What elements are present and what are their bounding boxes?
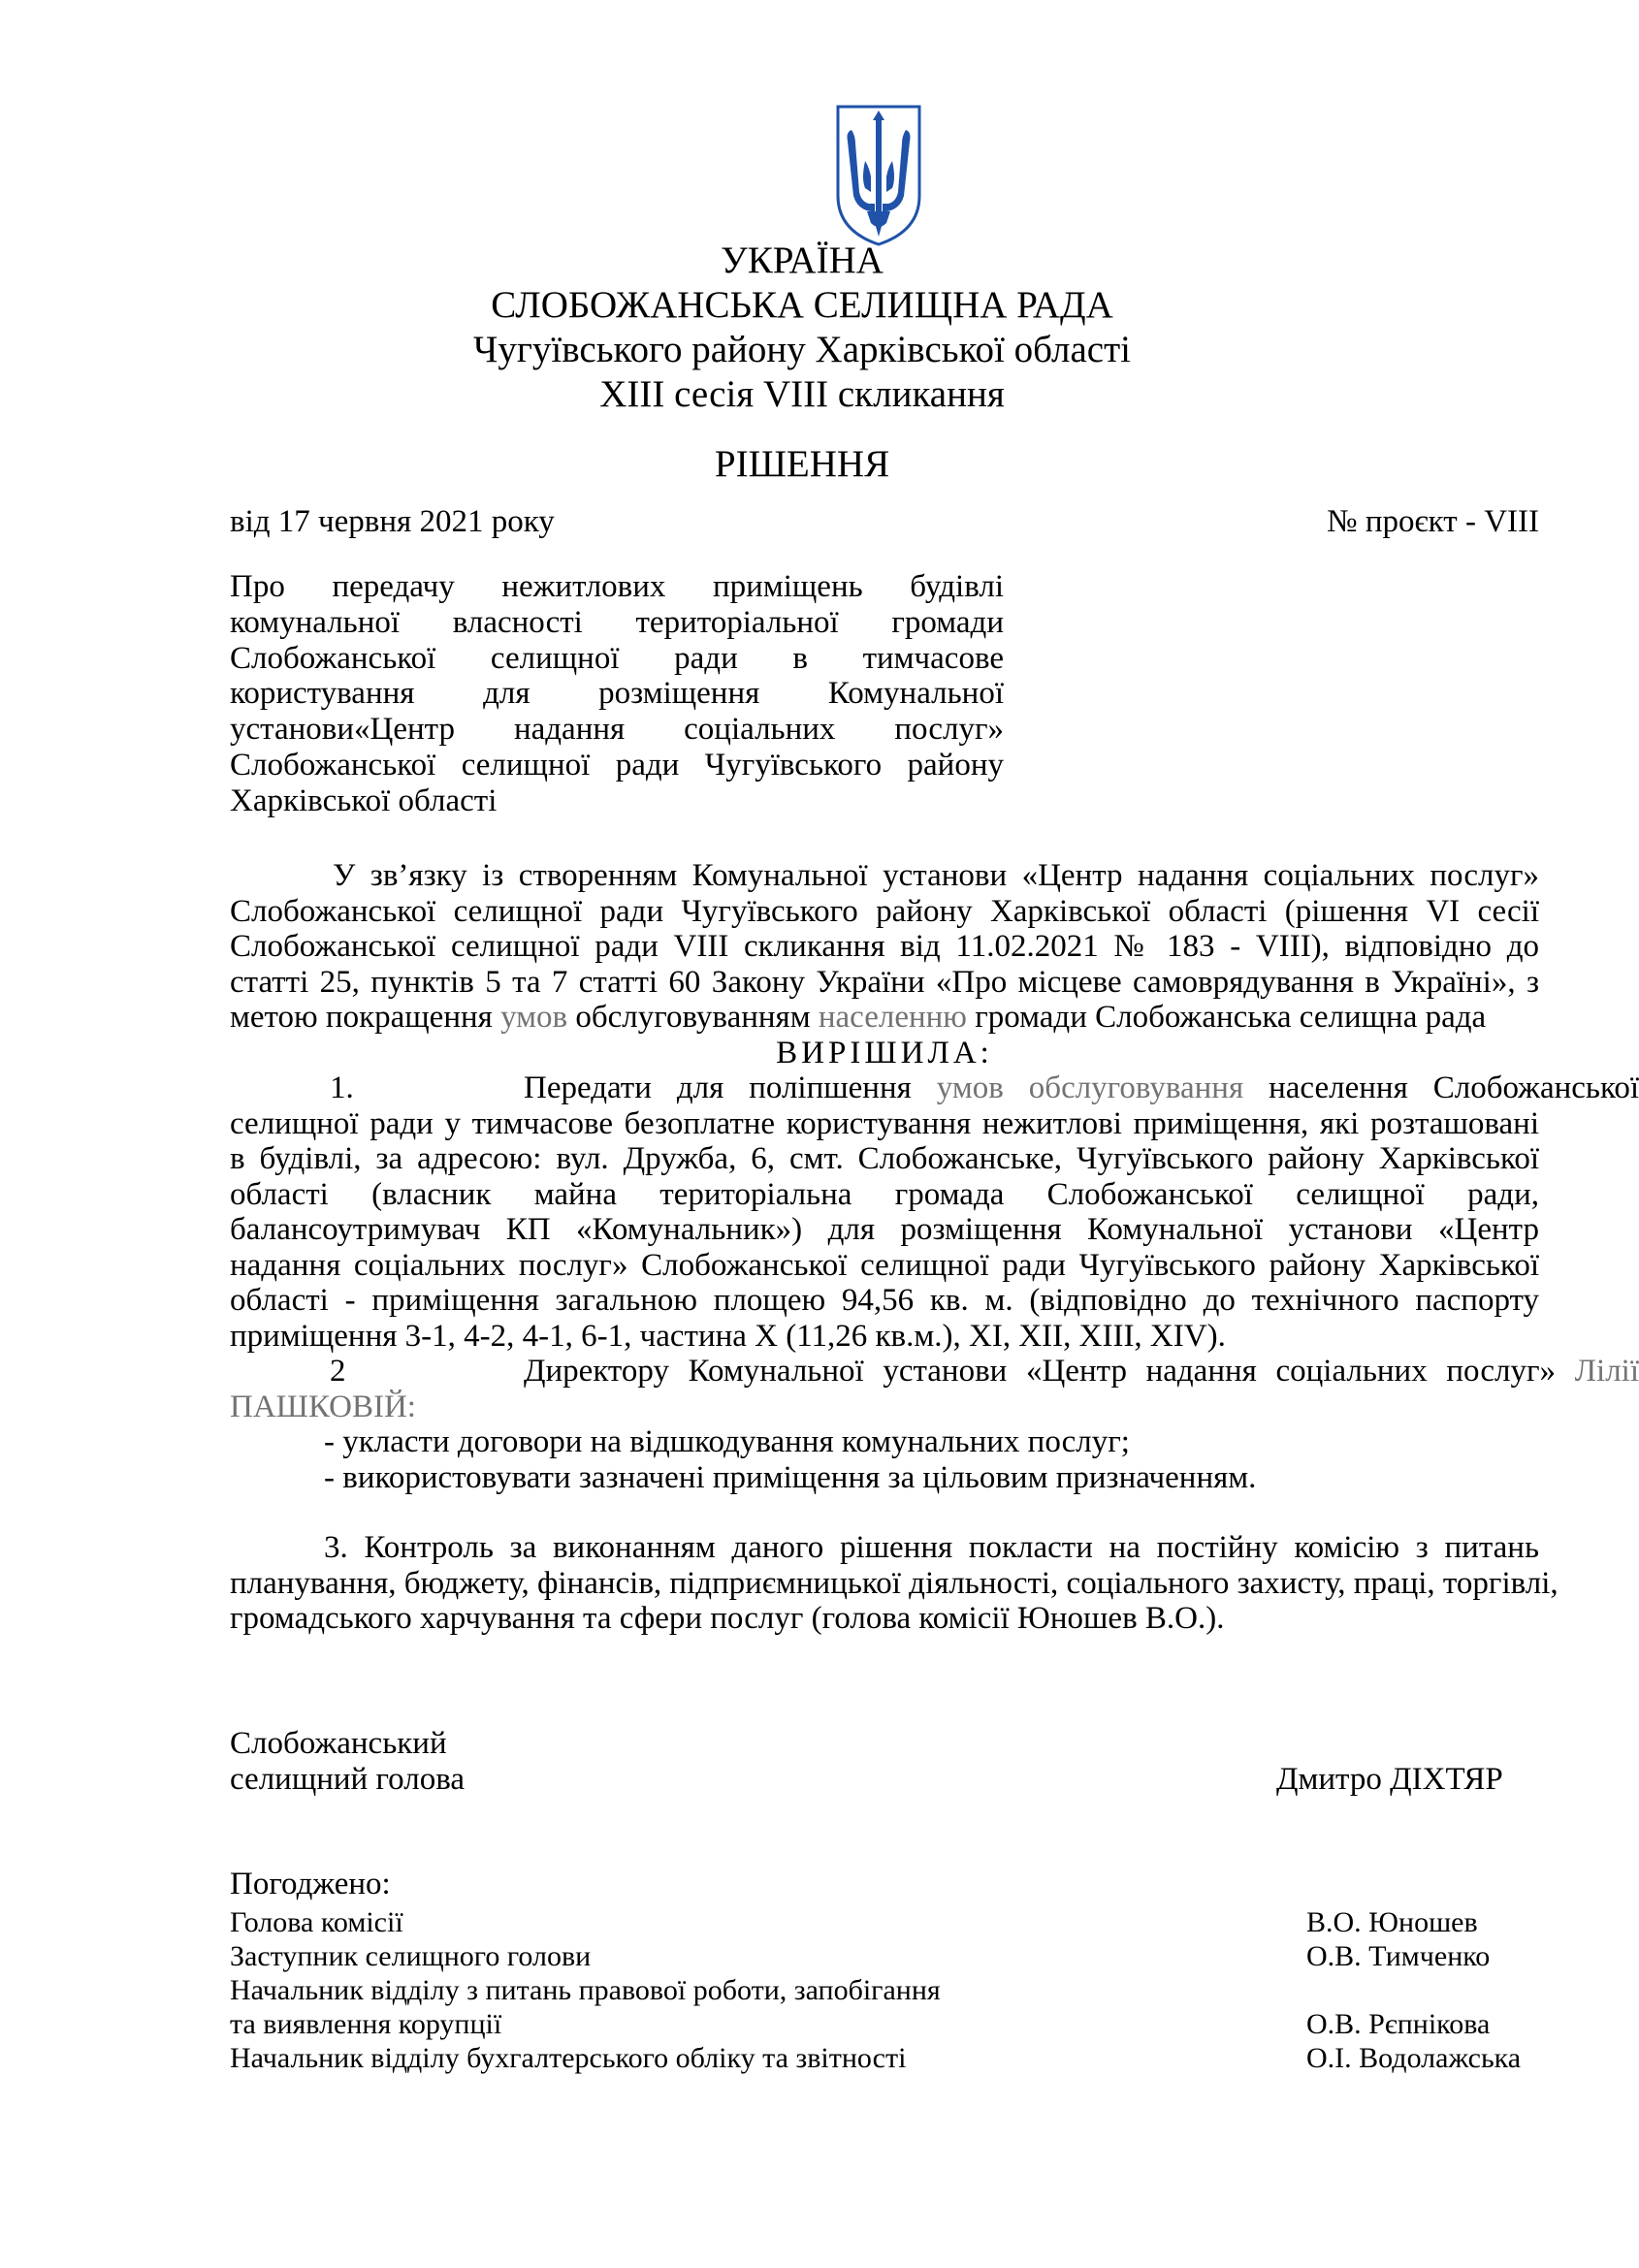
preamble-line: статті 25, пунктів 5 та 7 статті 60 Закону України «Про місцеве самоврядування в Україні», з <box>230 964 1539 1000</box>
approval-name: О.І. Водолажська <box>1306 2042 1522 2074</box>
approval-role: та виявлення корупції <box>230 2008 502 2040</box>
signature-name: Дмитро ДІХТЯР <box>1276 1762 1503 1797</box>
item-text: Передати для поліпшення <box>524 1070 937 1105</box>
item-2-line <box>230 1354 1639 1390</box>
decision-subject <box>230 569 1004 819</box>
item-1-line: балансоутримувач КП «Комунальник») для розміщення Комунальної установи «Центр <box>230 1212 1539 1247</box>
item-highlight: умов обслуговування <box>936 1070 1244 1105</box>
approval-name: О.В. Рєпнікова <box>1306 2008 1491 2040</box>
preamble-text: громади Слобожанська селищна рада <box>966 1000 1487 1035</box>
approval-role: Начальник відділу бухгалтерського обліку та звітності <box>230 2042 907 2074</box>
date-number-line <box>230 502 1539 541</box>
signature-title-line2: селищний голова <box>230 1762 466 1797</box>
item-number: 1. <box>330 1070 354 1105</box>
approvals-heading: Погоджено: <box>230 1867 391 1901</box>
item-2 <box>230 1354 1639 1495</box>
preamble-text: метою покращення <box>230 1000 501 1035</box>
decision-number: № проєкт - VIII <box>1327 504 1539 539</box>
coat-of-arms-icon <box>832 103 925 246</box>
preamble-line <box>230 1000 1539 1036</box>
item-3 <box>230 1530 1559 1637</box>
document-type-title: РІШЕННЯ <box>714 443 890 485</box>
header-region: Чугуївського району Харківської області <box>473 329 1131 370</box>
subject-line: користування для розміщення Комунальної <box>230 676 1004 712</box>
header-council: СЛОБОЖАНСЬКА СЕЛИЩНА РАДА <box>491 284 1113 326</box>
approval-name: В.О. Юношев <box>1306 1906 1478 1938</box>
item-1-line: області - приміщення загальною площею 94,56 кв. м. (відповідно до технічного паспорту <box>230 1283 1539 1318</box>
approval-name: О.В. Тимченко <box>1306 1940 1491 1972</box>
subject-line: Слобожанської селищної ради в тимчасове <box>230 640 1004 676</box>
item-1-line: в будівлі, за адресою: вул. Дружба, 6, смт. Слобожанське, Чугуївського району Харківської <box>230 1141 1539 1176</box>
item-1-line <box>230 1070 1639 1106</box>
item-number: 2 <box>330 1354 346 1389</box>
item-1-line: надання соціальних послуг» Слобожанської селищної ради Чугуївського району Харківської <box>230 1247 1539 1283</box>
item-1-line: приміщення 3-1, 4-2, 4-1, 6-1, частина Х (11,26 кв.м.), ХІ, ХІІ, ХІІІ, ХІV). <box>230 1318 1226 1354</box>
preamble-highlight: умов <box>500 1000 568 1035</box>
item-2-bullet: - використовувати зазначені приміщення за цільовим призначенням. <box>324 1459 1257 1495</box>
preamble <box>230 858 1539 1070</box>
item-2-name: ПАШКОВІЙ: <box>230 1389 416 1424</box>
approval-role: Заступник селищного голови <box>230 1940 592 1972</box>
item-text: населення Слобожанської <box>1243 1070 1639 1105</box>
subject-line: комунальної власності територіальної громади <box>230 604 1004 640</box>
subject-line: установи«Центр надання соціальних послуг» <box>230 712 1004 748</box>
preamble-line: Слобожанської селищної ради VIII скликання від 11.02.2021 № 183 - VIII), відповідно до <box>230 929 1539 964</box>
item-1 <box>230 1070 1639 1354</box>
preamble-line: Слобожанської селищної ради Чугуївського району Харківської області (рішення VI сесії <box>230 893 1539 929</box>
header-country: УКРАЇНА <box>721 240 884 281</box>
decision-date: від 17 червня 2021 року <box>230 504 555 539</box>
preamble-line: У зв’язку із створенням Комунальної установи «Центр надання соціальних послуг» <box>333 858 1539 893</box>
preamble-text: обслуговуванням <box>567 1000 819 1035</box>
preamble-highlight: населенню <box>818 1000 967 1035</box>
item-3-line: планування, бюджету, фінансів, підприємницької діяльності, соціального захисту, праці, торгівлі, <box>230 1565 1559 1601</box>
subject-line: Про передачу нежитлових приміщень будівлі <box>230 569 1004 604</box>
item-3-line: громадського харчування та сфери послуг (голова комісії Юношев В.О.). <box>230 1601 1225 1636</box>
approval-role: Начальник відділу з питань правової роботи, запобігання <box>230 1974 941 2006</box>
item-1-line: області (власник майна територіальна громада Слобожанської селищної ради, <box>230 1176 1539 1212</box>
item-2-bullet: - укласти договори на відшкодування комунальних послуг; <box>324 1424 1130 1459</box>
resolved-heading: ВИРІШИЛА: <box>776 1035 993 1070</box>
signature-title-line1: Слобожанський <box>230 1726 447 1761</box>
approval-role: Голова комісії <box>230 1906 403 1938</box>
header-session: XIII сесія VIII скликання <box>599 373 1005 415</box>
subject-line: Слобожанської селищної ради Чугуївського району <box>230 747 1004 783</box>
item-1-line: селищної ради у тимчасове безоплатне користування нежитлові приміщення, які розташовані <box>230 1105 1539 1141</box>
item-3-line: 3. Контроль за виконанням даного рішення покласти на постійну комісію з питань <box>324 1530 1539 1565</box>
subject-line: Харківської області <box>230 783 498 818</box>
item-text: Директору Комунальної установи «Центр надання соціальних послуг» <box>524 1354 1575 1389</box>
item-highlight: Лілії <box>1574 1354 1639 1389</box>
